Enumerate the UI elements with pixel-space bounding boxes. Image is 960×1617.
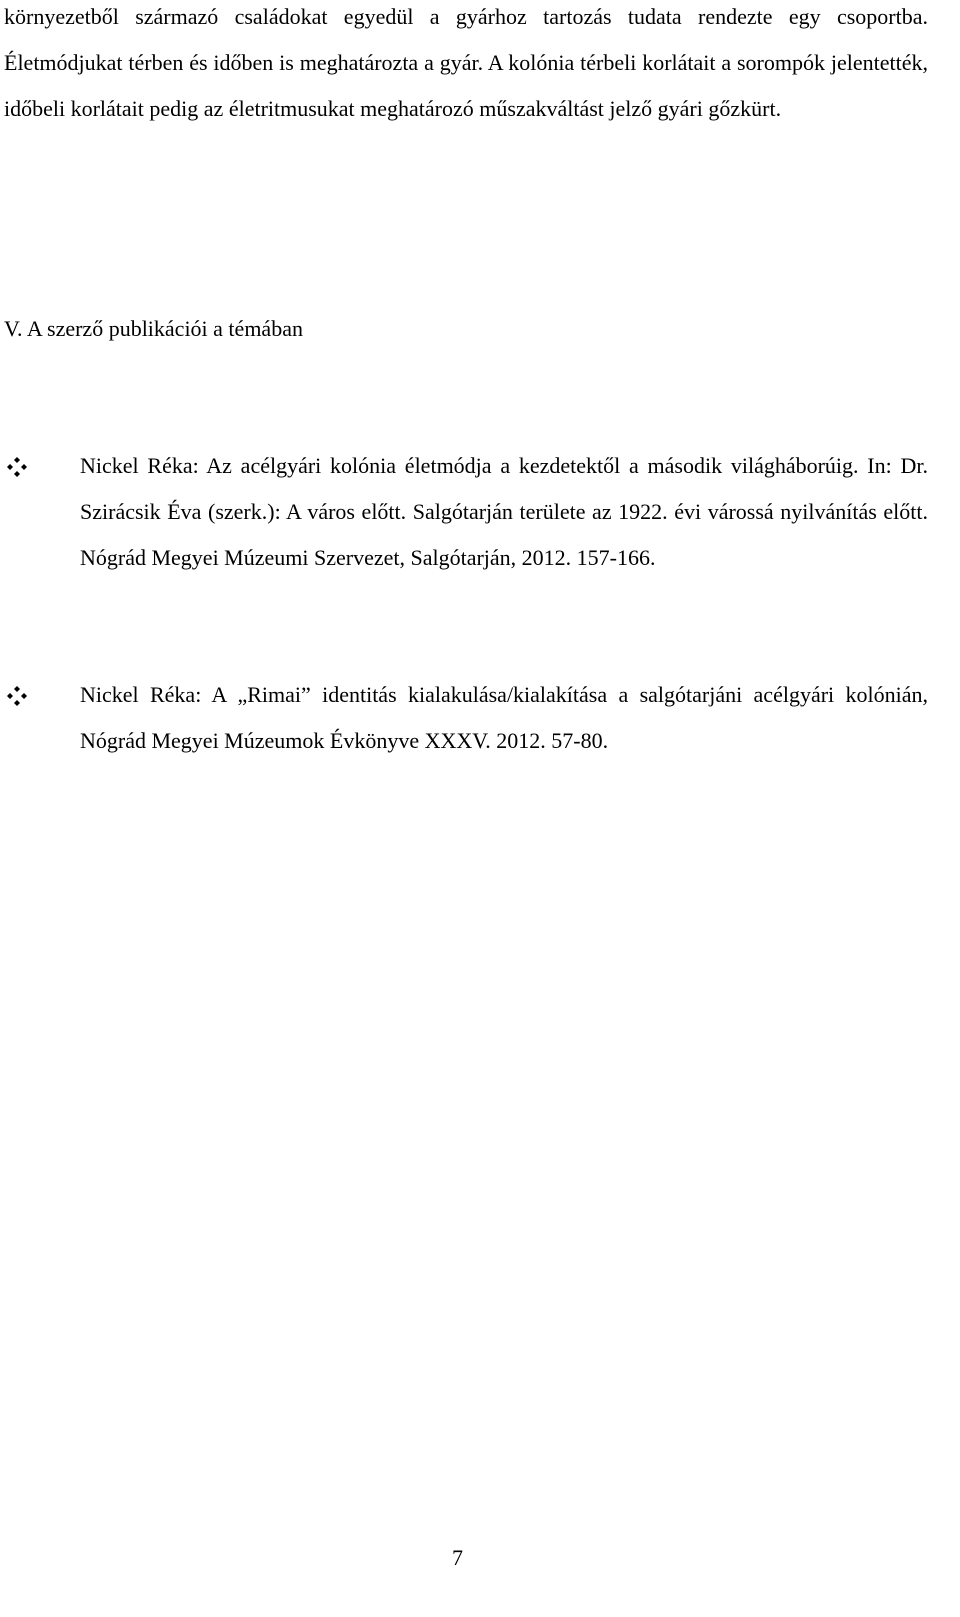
publication-item <box>80 672 928 764</box>
publication-text: Nickel Réka: Az acélgyári kolónia életmódja a kezdetektől a második világháborúig. In: Dr. Szirácsik Éva (szerk.): A város előtt. Salgótarján területe az 1922. évi várossá nyilvánítás előtt. Nógrád Megyei Múzeumi Szervezet, Salgótarján, 2012. 157-166. <box>80 453 928 570</box>
publication-text: Nickel Réka: A „Rimai” identitás kialakulása/kialakítása a salgótarjáni acélgyári kolónián, Nógrád Megyei Múzeumok Évkönyve XXXV. 2012. 57-80. <box>80 682 928 753</box>
section-heading: V. A szerző publikációi a témában <box>4 316 303 341</box>
publication-item <box>80 443 928 581</box>
diamond-bullet-icon <box>6 685 28 707</box>
intro-paragraph: környezetből származó családokat egyedül a gyárhoz tartozás tudata rendezte egy csoportba. Életmódjukat térben és időben is meghatározta a gyár. A kolónia térbeli korlátait a sorompók jelentették, időbeli korlátait pedig az életritmusukat meghatározó műszakváltást jelző gyári gőzkürt. <box>4 4 928 121</box>
page-number: 7 <box>452 1545 463 1570</box>
diamond-bullet-icon <box>6 456 28 478</box>
